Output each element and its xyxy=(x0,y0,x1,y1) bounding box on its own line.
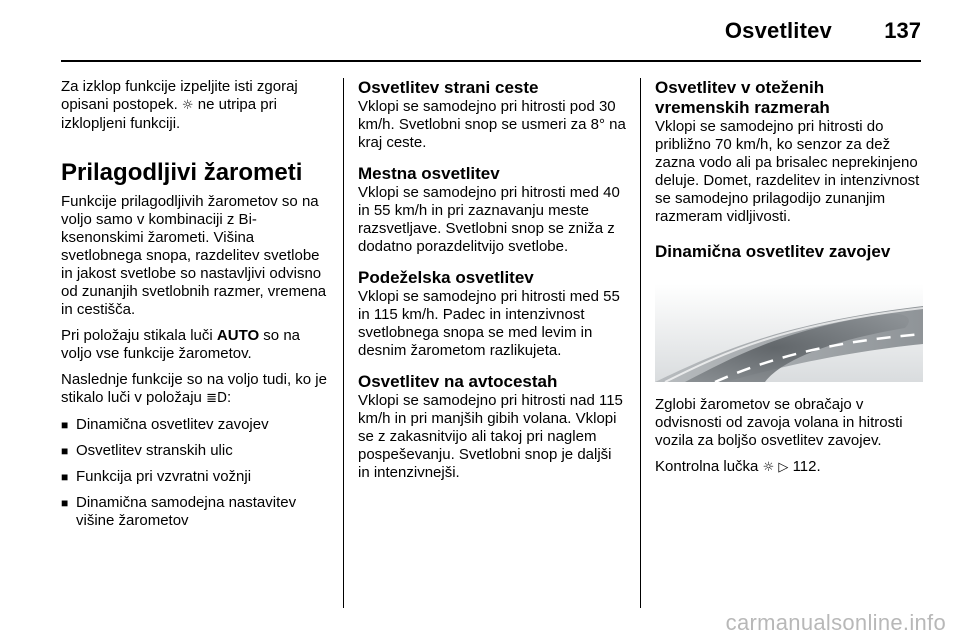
bullet-mark: ■ xyxy=(61,418,69,432)
intro-paragraph: Za izklop funkcije izpeljite isti zgoraj opisani postopek. ☼ ne utripa pri izklopljeni funkciji. xyxy=(61,78,298,132)
list-item: ■ Funkcija pri vzvratni vožnji xyxy=(61,468,252,485)
list-item: ■ Dinamična samodejna nastavitev višine žarometov xyxy=(61,494,297,529)
section-text-country: Vklopi se samodejno pri hitrosti med 55 in 115 km/h. Padec in intenzivnost svetlobnega snopa se med levim in desnim žarometom razlikujeta. xyxy=(358,288,620,359)
adaptive-description: Funkcije prilagodljivih žarometov so na voljo samo v kombinaciji z Bi-ksenonskimi žarometi. Višina svetlobnega snopa, razdelitev svetlobe in jakost svetlobe so nastavljivi odvisno od zunanjih svetlobnih razmer, vremena in cestišča. xyxy=(61,193,327,318)
page-title: Osvetlitev xyxy=(724,18,832,43)
header-rule xyxy=(61,60,921,62)
bullet-mark: ■ xyxy=(61,496,69,510)
section-heading-adaptive: Prilagodljivi žarometi xyxy=(61,159,303,186)
section-title-motorway: Osvetlitev na avtocestah xyxy=(358,372,558,391)
page-reference-icon[interactable]: ▷ xyxy=(778,460,789,475)
list-item: ■ Osvetlitev stranskih ulic xyxy=(61,442,233,459)
section-text-bad-weather: Vklopi se samodejno pri hitrosti do približno 70 km/h, ko senzor za dež zazna vodo ali pa brisalec neprekinjeno deluje. Domet, razdelitev in intenzivnost se samodejno prilagodijo zunanjim razmeram vidljivosti. xyxy=(655,118,920,225)
cornering-light-illustration xyxy=(655,284,923,382)
section-title-town: Mestna osvetlitev xyxy=(358,164,500,183)
list-item: ■ Dinamična osvetlitev zavojev xyxy=(61,416,269,433)
column-3 xyxy=(655,78,923,485)
section-title-country: Podeželska osvetlitev xyxy=(358,268,534,287)
low-beam-icon: ≣D xyxy=(206,391,227,406)
cornering-description: Zglobi žarometov se obračajo v odvisnosti od zavoja volana in hitrosti vozila za boljšo osvetlitev zavojev. xyxy=(655,396,903,449)
section-title-bad-weather: Osvetlitev v oteženih vremenskih razmerah xyxy=(655,78,830,117)
control-lamp-paragraph: Kontrolna lučka ☼ ▷ 112. xyxy=(655,458,821,475)
section-title-roadside: Osvetlitev strani ceste xyxy=(358,78,539,97)
auto-paragraph: Pri položaju stikala luči AUTO so na voljo vse funkcije žarometov. xyxy=(61,327,301,362)
low-beam-paragraph: Naslednje funkcije so na voljo tudi, ko je stikalo luči v položaju ≣D: xyxy=(61,371,327,406)
column-divider-2 xyxy=(640,78,641,608)
bullet-mark: ■ xyxy=(61,444,69,458)
column-2 xyxy=(358,78,626,490)
section-text-town: Vklopi se samodejno pri hitrosti med 40 in 55 km/h in pri zaznavanju meste razsvetljave. Svetlobni snop se zniža z dodatno porazdelitvijo svetlobe. xyxy=(358,184,620,255)
page-number: 137 xyxy=(884,18,921,43)
section-heading-cornering: Dinamična osvetlitev zavojev xyxy=(655,242,891,261)
headlight-indicator-icon: ☼ xyxy=(762,460,775,475)
column-1 xyxy=(61,78,329,538)
bullet-mark: ■ xyxy=(61,470,69,484)
auto-label: AUTO xyxy=(216,327,260,344)
column-divider-1 xyxy=(343,78,344,608)
section-text-roadside: Vklopi se samodejno pri hitrosti pod 30 km/h. Svetlobni snop se usmeri za 8° na kraj ceste. xyxy=(358,98,626,151)
section-text-motorway: Vklopi se samodejno pri hitrosti nad 115 km/h in pri manjših gibih volana. Vklopi se z zakasnitvijo ali takoj pri naglem pospeševanju. Svetlobni snop je daljši in intenzivnejši. xyxy=(358,392,623,481)
headlight-indicator-icon: ☼ xyxy=(181,98,194,113)
function-list xyxy=(61,416,329,530)
watermark: carmanualsonline.info xyxy=(725,610,946,635)
